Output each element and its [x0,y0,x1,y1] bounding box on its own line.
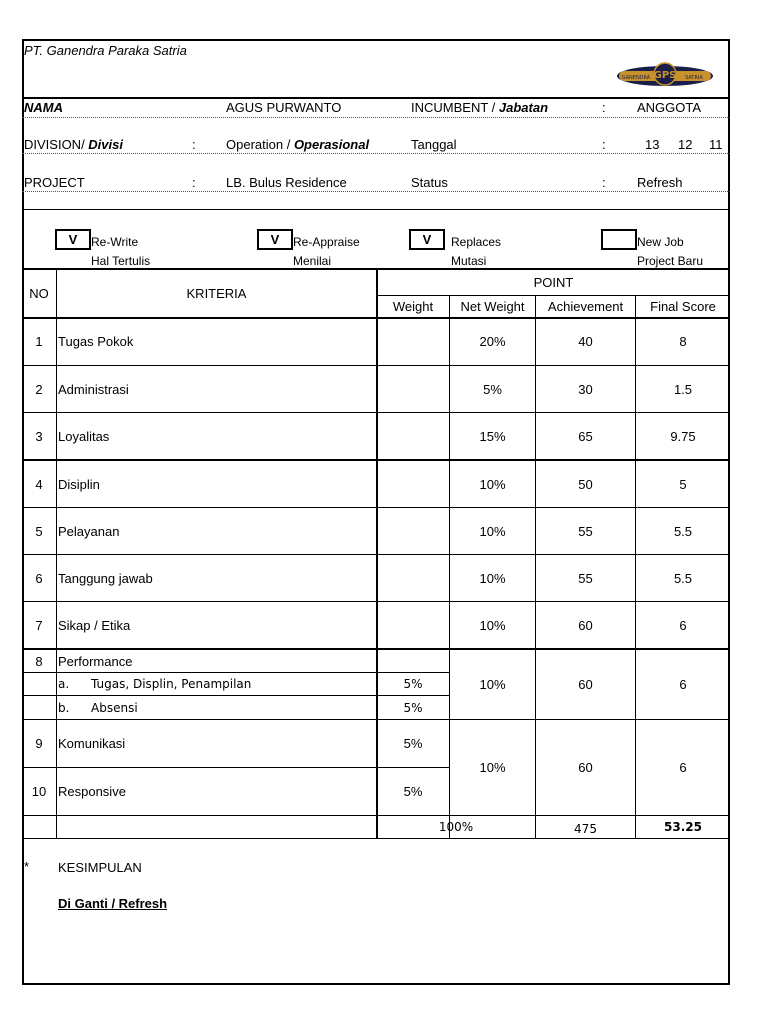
division-label: DIVISION/ Divisi [24,137,123,152]
row-kriteria: Tugas Pokok [58,334,134,349]
option-newjob-sub: Project Baru [637,254,704,268]
col-no-header: NO [29,285,49,301]
logo-text: GPS [653,70,677,81]
row-final-score: 5 [679,476,687,492]
row-achievement: 65 [578,428,593,444]
tanggal-label: Tanggal [411,137,457,152]
row9-10-net-weight: 10% [479,760,506,775]
sub-b-letter: b. [58,700,70,715]
row-net-weight: 10% [479,476,506,492]
row-net-weight: 10% [479,570,506,586]
row-final-score: 6 [679,677,687,692]
conclusion-title: KESIMPULAN [58,860,142,875]
row-net-weight: 10% [479,523,506,539]
row-kriteria: Komunikasi [58,736,126,751]
row-final-score: 5.5 [673,523,693,539]
row-no: 8 [35,653,43,669]
division-value: Operation / Operasional [226,137,370,152]
status-colon: : [602,175,606,190]
row-achievement: 55 [578,523,593,539]
logo-left-text: GANENDRA [621,75,651,81]
row-kriteria: Disiplin [58,476,100,492]
company-name: PT. Ganendra Paraka Satria [24,43,187,58]
row-kriteria: Loyalitas [58,428,110,444]
tanggal-colon: : [602,137,606,152]
project-label: PROJECT [24,175,85,190]
status-label: Status [411,175,448,190]
row-kriteria: Responsive [58,784,126,799]
option-reappraise-label: Re-Appraise [293,235,360,249]
row-achievement: 60 [578,617,593,633]
row-net-weight: 10% [479,677,506,692]
sub-a-kriteria: Tugas, Displin, Penampilan [91,677,252,691]
nama-label: NAMA [24,100,63,115]
incumbent-value: ANGGOTA [637,100,702,115]
option-replaces-sub: Mutasi [451,254,487,268]
date-month: 12 [678,137,693,152]
option-rewrite-checkbox[interactable]: V [55,229,91,250]
row-no: 7 [35,617,43,633]
row-no: 10 [31,784,47,799]
option-newjob-checkbox[interactable] [601,229,637,250]
sub-a-weight: 5% [403,677,423,691]
row9-10-final-score: 6 [679,760,687,775]
nama-value: AGUS PURWANTO [226,100,342,115]
row-no: 2 [35,381,43,397]
col-achievement-header: Achievement [547,299,624,314]
option-replaces-checkbox[interactable]: V [409,229,445,250]
total-final-score: 53.25 [664,820,702,834]
incumbent-colon: : [602,100,606,115]
conclusion-value: Di Ganti / Refresh [58,896,168,911]
row-kriteria: Performance [58,653,133,669]
row-no: 3 [35,428,43,444]
option-reappraise-checkbox[interactable]: V [257,229,293,250]
row-net-weight: 5% [483,381,502,397]
conclusion-star: * [24,859,30,874]
company-logo [614,60,716,90]
gps-logo-icon [614,60,716,90]
option-rewrite-sub: Hal Tertulis [91,254,151,268]
row-final-score: 8 [679,334,687,349]
row-no: 4 [35,476,43,492]
row-net-weight: 20% [479,334,506,349]
sub-b-weight: 5% [403,700,423,715]
sub-b-kriteria: Absensi [91,700,138,715]
row-kriteria: Sikap / Etika [58,617,131,633]
option-newjob-label: New Job [637,235,684,249]
status-value: Refresh [637,175,683,190]
row-kriteria: Tanggung jawab [58,570,153,586]
project-colon: : [192,175,196,190]
col-final-score-header: Final Score [650,299,716,314]
row-no: 5 [35,523,43,539]
row-no: 9 [35,736,43,751]
col-point-header: POINT [533,274,574,290]
row-final-score: 1.5 [673,381,693,397]
row-achievement: 55 [578,570,593,586]
row-achievement: 40 [578,334,593,349]
row-no: 6 [35,570,43,586]
row-kriteria: Pelayanan [58,523,120,539]
row-final-score: 9.75 [670,428,696,444]
division-colon: : [192,137,196,152]
row-weight: 5% [403,784,423,799]
col-net-weight-header: Net Weight [460,299,525,314]
row-achievement: 60 [578,677,593,692]
date-year: 11 [709,137,723,152]
row-achievement: 30 [578,381,593,397]
incumbent-label: INCUMBENT / Jabatan [411,100,549,115]
option-reappraise-sub: Menilai [293,254,332,268]
option-replaces-label: Replaces [451,235,502,249]
row-net-weight: 15% [479,428,506,444]
row-net-weight: 10% [479,617,506,633]
sub-a-letter: a. [58,677,70,691]
col-weight-header: Weight [392,299,434,314]
row-no: 1 [35,334,43,349]
row-kriteria: Administrasi [58,381,129,397]
row-final-score: 6 [679,617,687,633]
row-weight: 5% [403,736,423,751]
row9-10-achievement: 60 [578,760,593,775]
total-achievement: 475 [574,822,597,836]
logo-right-text: SATRIA [685,75,703,81]
project-value: LB. Bulus Residence [226,175,347,190]
option-rewrite-label: Re-Write [91,235,139,249]
date-day: 13 [645,137,660,152]
col-kriteria-header: KRITERIA [186,285,247,301]
total-net-weight: 100% [438,820,474,834]
row-achievement: 50 [578,476,593,492]
row-final-score: 5.5 [673,570,693,586]
